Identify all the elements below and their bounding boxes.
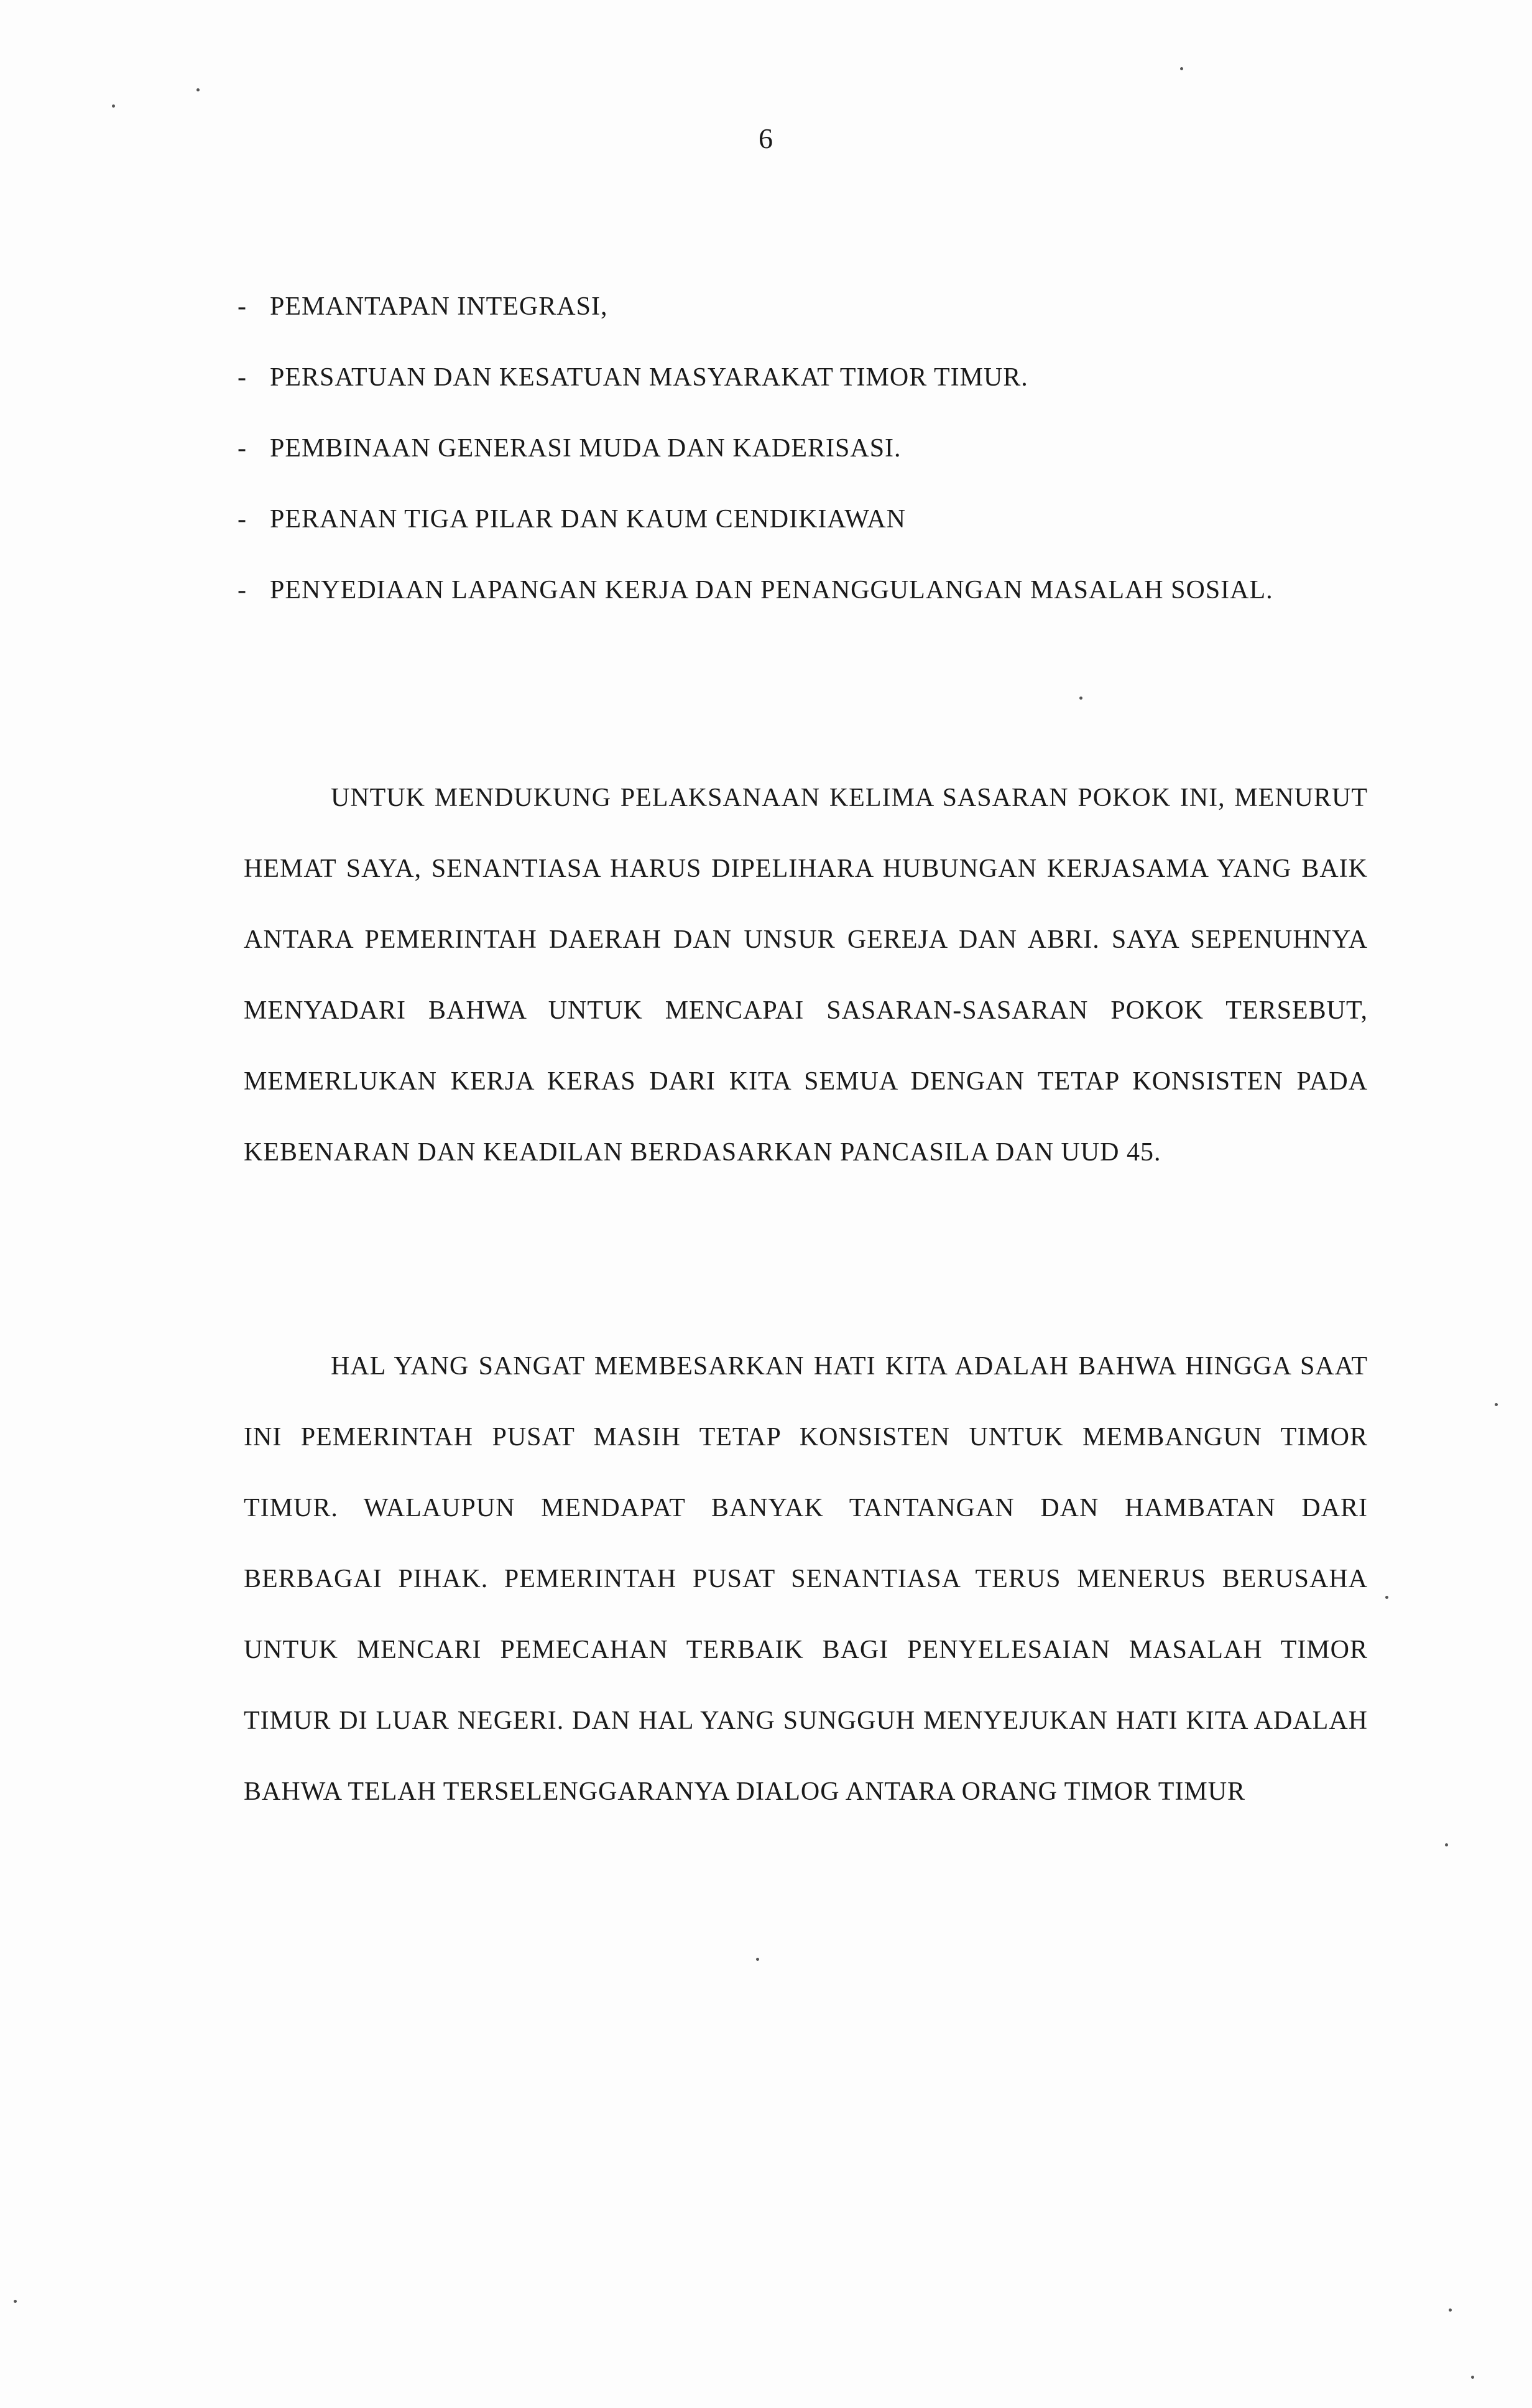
list-item-text: PEMANTAPAN INTEGRASI, — [270, 292, 608, 321]
scan-speck — [1445, 1843, 1448, 1846]
list-item-text: PERSATUAN DAN KESATUAN MASYARAKAT TIMOR TIMUR. — [270, 363, 1028, 392]
scan-speck — [1385, 1596, 1388, 1599]
list-item-text: PERANAN TIGA PILAR DAN KAUM CENDIKIAWAN — [270, 505, 907, 534]
bullet-dash: - — [238, 576, 247, 604]
sasaran-pokok-list — [231, 271, 1369, 626]
list-item — [231, 413, 1369, 484]
page-number: 6 — [759, 123, 773, 154]
bullet-dash: - — [238, 363, 247, 392]
scan-speck — [196, 88, 200, 91]
scan-speck — [1471, 2376, 1474, 2379]
bullet-dash: - — [238, 292, 247, 321]
scan-speck — [1079, 697, 1082, 700]
list-item — [231, 342, 1369, 413]
bullet-dash: - — [238, 505, 247, 534]
bullet-dash: - — [238, 434, 247, 463]
list-item — [231, 271, 1369, 342]
list-item-text: PENYEDIAAN LAPANGAN KERJA DAN PENANGGULANGAN MASALAH SOSIAL. — [270, 576, 1273, 604]
list-item-text: PEMBINAAN GENERASI MUDA DAN KADERISASI. — [270, 434, 902, 463]
body-paragraph: UNTUK MENDUKUNG PELAKSANAAN KELIMA SASARAN POKOK INI, MENURUT HEMAT SAYA, SENANTIASA HARUS DIPELIHARA HUBUNGAN KERJASAMA YANG BAIK ANTARA PEMERINTAH DAERAH DAN UNSUR GEREJA DAN ABRI. SAYA SEPENUHNYA MENYADARI BAHWA UNTUK MENCAPAI SASARAN-SASARAN POKOK TERSEBUT, MEMERLUKAN KERJA KERAS DARI KITA SEMUA DENGAN TETAP KONSISTEN PADA KEBENARAN DAN KEADILAN BERDASARKAN PANCASILA DAN UUD 45. — [244, 784, 1368, 1167]
scan-speck — [1495, 1403, 1498, 1406]
body-paragraph: HAL YANG SANGAT MEMBESARKAN HATI KITA ADALAH BAHWA HINGGA SAAT INI PEMERINTAH PUSAT MASIH TETAP KONSISTEN UNTUK MEMBANGUN TIMOR TIMUR. WALAUPUN MENDAPAT BANYAK TANTANGAN DAN HAMBATAN DARI BERBAGAI PIHAK. PEMERINTAH PUSAT SENANTIASA TERUS MENERUS BERUSAHA UNTUK MENCARI PEMECAHAN TERBAIK BAGI PENYELESAIAN MASALAH TIMOR TIMUR DI LUAR NEGERI. DAN HAL YANG SUNGGUH MENYEJUKAN HATI KITA ADALAH BAHWA TELAH TERSELENGGARANYA DIALOG ANTARA ORANG TIMOR TIMUR — [244, 1352, 1368, 1806]
scan-speck — [756, 1958, 759, 1961]
list-item — [231, 484, 1369, 555]
list-item — [231, 555, 1369, 626]
scan-speck — [1180, 67, 1183, 70]
scan-speck — [14, 2300, 17, 2303]
scan-speck — [1449, 2308, 1452, 2312]
scan-speck — [112, 104, 115, 108]
